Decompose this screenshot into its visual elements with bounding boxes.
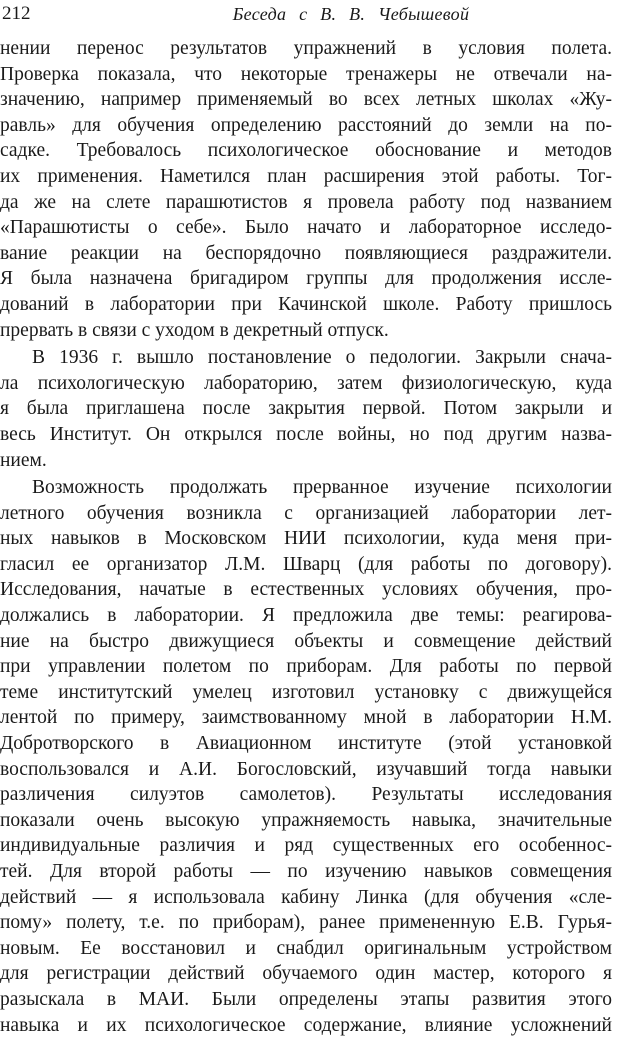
text-line: разыскала в МАИ. Были определены этапы развития этого xyxy=(0,988,612,1010)
text-line: прервать в связи с уходом в декретный отпуск. xyxy=(0,319,389,341)
running-title: Беседа с В. В. Чебышевой xyxy=(232,4,470,24)
text-line: навыка и их психологическое содержание, влияние усложнений xyxy=(0,1014,612,1036)
text-line: вание реакции на беспорядочно появляющиеся раздражители. xyxy=(0,242,612,264)
paragraph xyxy=(0,345,612,473)
text-line: их применения. Наметился план расширения этой работы. Тог- xyxy=(0,165,612,187)
text-line: должались в лаборатории. Я предложила две темы: реагирова- xyxy=(0,605,612,627)
text-line: весь Институт. Он открылся после войны, но под другим назва- xyxy=(0,423,612,445)
text-line: для регистрации действий обучаемого один мастер, которого я xyxy=(0,963,612,985)
text-line: теме институтский умелец изготовил установку с движущейся xyxy=(0,681,612,703)
text-line: гласил ее организатор Л.М. Шварц (для работы по договору). xyxy=(0,553,612,575)
page-number: 212 xyxy=(2,3,31,24)
text-line: индивидуальные различия и ряд существенных его особеннос- xyxy=(0,835,612,857)
text-line: новым. Ее восстановил и снабдил оригинальным устройством xyxy=(0,937,612,959)
text-line: Исследования, начатые в естественных условиях обучения, про- xyxy=(0,579,612,601)
text-line: летного обучения возникла с организацией лаборатории лет- xyxy=(0,502,612,524)
text-line: дований в лаборатории при Качинской школе. Работу пришлось xyxy=(0,293,612,315)
text-line: «Парашютисты о себе». Было начато и лабораторное исследо- xyxy=(0,217,612,239)
text-line: садке. Требовалось психологическое обоснование и методов xyxy=(0,140,612,162)
text-line: тей. Для второй работы — по изучению навыков совмещения xyxy=(0,861,612,882)
text-line: воспользовался и А.И. Богословский, изучавший тогда навыки xyxy=(0,758,612,780)
text-line: Возможность продолжать прерванное изучение психологии xyxy=(32,477,612,499)
text-line: действий — я использовала кабину Линка (для обучения «сле- xyxy=(0,886,612,908)
text-line: значению, например применяемый во всех летных школах «Жу- xyxy=(0,89,612,111)
text-line: Проверка показала, что некоторые тренажеры не отвечали на- xyxy=(0,63,612,85)
text-line: при управлении полетом по приборам. Для работы по первой xyxy=(0,656,612,678)
text-line: нием. xyxy=(0,449,47,471)
text-line: ние на быстро движущиеся объекты и совмещение действий xyxy=(0,630,612,652)
text-line: Я была назначена бригадиром группы для продолжения иссле- xyxy=(0,268,612,290)
text-line: Добротворского в Авиационном институте (этой установкой xyxy=(0,733,612,755)
paragraph xyxy=(0,475,612,1038)
text-line: я была приглашена после закрытия первой. Потом закрыли и xyxy=(0,398,612,420)
text-line: лентой по примеру, заимствованному мной в лаборатории Н.М. xyxy=(0,707,612,729)
text-line: пому» полету, т.е. по приборам), ранее примененную Е.В. Гурья- xyxy=(0,912,612,934)
text-line: В 1936 г. вышло постановление о педологии. Закрыли снача- xyxy=(32,347,612,369)
text-line: нении перенос результатов упражнений в условия полета. xyxy=(0,38,612,59)
text-line: равль» для обучения определению расстояний до земли на по- xyxy=(0,114,612,136)
text-line: да же на слете парашютистов я провела работу под названием xyxy=(0,191,612,213)
paragraph xyxy=(0,36,612,343)
text-line: различения силуэтов самолетов). Результаты исследования xyxy=(0,784,612,806)
text-line: показали очень высокую упражняемость навыка, значительные xyxy=(0,809,612,831)
body-text xyxy=(0,36,612,1038)
text-line: ных навыков в Московском НИИ психологии, куда меня при- xyxy=(0,528,612,550)
text-line: ла психологическую лабораторию, затем физиологическую, куда xyxy=(0,372,612,394)
page-header xyxy=(0,2,612,26)
